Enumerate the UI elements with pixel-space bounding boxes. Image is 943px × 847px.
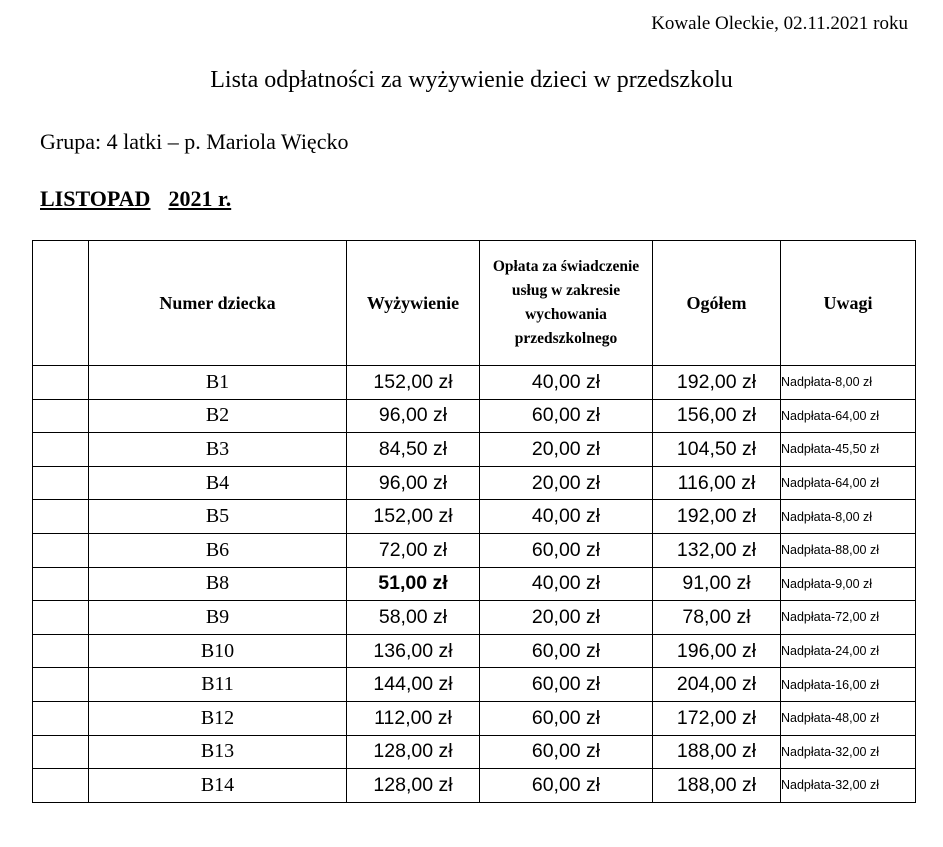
note-cell: Nadpłata-48,00 zł — [781, 701, 916, 735]
row-blank-cell — [33, 668, 89, 702]
total-cell: 78,00 zł — [653, 601, 781, 635]
month-name: LISTOPAD — [40, 186, 151, 211]
service-fee-cell: 60,00 zł — [480, 533, 653, 567]
service-fee-cell: 20,00 zł — [480, 601, 653, 635]
service-fee-cell: 60,00 zł — [480, 399, 653, 433]
table-row — [33, 601, 916, 635]
child-number-cell: B9 — [89, 601, 347, 635]
child-number-cell: B12 — [89, 701, 347, 735]
food-cost-cell: 72,00 zł — [347, 533, 480, 567]
row-blank-cell — [33, 533, 89, 567]
food-cost-cell: 136,00 zł — [347, 634, 480, 668]
service-fee-cell: 40,00 zł — [480, 366, 653, 400]
row-blank-cell — [33, 366, 89, 400]
service-fee-cell: 40,00 zł — [480, 500, 653, 534]
table-row — [33, 500, 916, 534]
food-cost-cell: 96,00 zł — [347, 466, 480, 500]
table-row — [33, 567, 916, 601]
food-cost-cell: 96,00 zł — [347, 399, 480, 433]
note-cell: Nadpłata-32,00 zł — [781, 735, 916, 769]
child-number-cell: B6 — [89, 533, 347, 567]
table-row — [33, 366, 916, 400]
table-row — [33, 769, 916, 803]
service-fee-cell: 20,00 zł — [480, 433, 653, 467]
row-blank-cell — [33, 466, 89, 500]
document-title: Lista odpłatności za wyżywienie dzieci w przedszkolu — [210, 67, 733, 93]
row-blank-cell — [33, 735, 89, 769]
food-cost-cell: 84,50 zł — [347, 433, 480, 467]
note-cell: Nadpłata-8,00 zł — [781, 500, 916, 534]
service-fee-cell: 60,00 zł — [480, 769, 653, 803]
table-row — [33, 634, 916, 668]
total-cell: 132,00 zł — [653, 533, 781, 567]
note-cell: Nadpłata-24,00 zł — [781, 634, 916, 668]
food-cost-cell: 128,00 zł — [347, 735, 480, 769]
total-cell: 188,00 zł — [653, 769, 781, 803]
child-number-cell: B1 — [89, 366, 347, 400]
table-row — [33, 701, 916, 735]
service-fee-cell: 20,00 zł — [480, 466, 653, 500]
total-cell: 204,00 zł — [653, 668, 781, 702]
child-number-cell: B5 — [89, 500, 347, 534]
food-cost-cell: 128,00 zł — [347, 769, 480, 803]
note-cell: Nadpłata-72,00 zł — [781, 601, 916, 635]
col-header-food: Wyżywienie — [347, 241, 480, 366]
total-cell: 172,00 zł — [653, 701, 781, 735]
col-header-blank — [33, 241, 89, 366]
food-cost-cell: 144,00 zł — [347, 668, 480, 702]
note-cell: Nadpłata-45,50 zł — [781, 433, 916, 467]
service-fee-cell: 60,00 zł — [480, 668, 653, 702]
total-cell: 91,00 zł — [653, 567, 781, 601]
row-blank-cell — [33, 634, 89, 668]
table-row — [33, 735, 916, 769]
note-cell: Nadpłata-16,00 zł — [781, 668, 916, 702]
child-number-cell: B11 — [89, 668, 347, 702]
total-cell: 196,00 zł — [653, 634, 781, 668]
food-cost-cell: 58,00 zł — [347, 601, 480, 635]
table-row — [33, 533, 916, 567]
fees-table — [32, 240, 916, 803]
food-cost-cell: 152,00 zł — [347, 366, 480, 400]
table-row — [33, 399, 916, 433]
child-number-cell: B3 — [89, 433, 347, 467]
month-heading — [40, 186, 231, 212]
place-date: Kowale Oleckie, 02.11.2021 roku — [651, 13, 908, 34]
note-cell: Nadpłata-88,00 zł — [781, 533, 916, 567]
table-row — [33, 668, 916, 702]
service-fee-cell: 60,00 zł — [480, 735, 653, 769]
row-blank-cell — [33, 601, 89, 635]
total-cell: 192,00 zł — [653, 366, 781, 400]
row-blank-cell — [33, 769, 89, 803]
child-number-cell: B13 — [89, 735, 347, 769]
table-row — [33, 433, 916, 467]
col-header-child: Numer dziecka — [89, 241, 347, 366]
row-blank-cell — [33, 500, 89, 534]
total-cell: 192,00 zł — [653, 500, 781, 534]
child-number-cell: B2 — [89, 399, 347, 433]
note-cell: Nadpłata-32,00 zł — [781, 769, 916, 803]
note-cell: Nadpłata-64,00 zł — [781, 399, 916, 433]
note-cell: Nadpłata-64,00 zł — [781, 466, 916, 500]
child-number-cell: B4 — [89, 466, 347, 500]
food-cost-cell: 51,00 zł — [347, 567, 480, 601]
col-header-fee: Opłata za świadczenie usług w zakresie wychowania przedszkolnego — [480, 241, 653, 366]
month-year: 2021 r. — [168, 186, 232, 211]
row-blank-cell — [33, 567, 89, 601]
col-header-total: Ogółem — [653, 241, 781, 366]
table-body — [33, 366, 916, 803]
col-header-notes: Uwagi — [781, 241, 916, 366]
total-cell: 116,00 zł — [653, 466, 781, 500]
service-fee-cell: 40,00 zł — [480, 567, 653, 601]
service-fee-cell: 60,00 zł — [480, 634, 653, 668]
note-cell: Nadpłata-9,00 zł — [781, 567, 916, 601]
service-fee-cell: 60,00 zł — [480, 701, 653, 735]
row-blank-cell — [33, 433, 89, 467]
total-cell: 156,00 zł — [653, 399, 781, 433]
row-blank-cell — [33, 399, 89, 433]
child-number-cell: B10 — [89, 634, 347, 668]
group-info: Grupa: 4 latki – p. Mariola Więcko — [40, 129, 349, 154]
food-cost-cell: 152,00 zł — [347, 500, 480, 534]
row-blank-cell — [33, 701, 89, 735]
table-header-row — [33, 241, 916, 366]
child-number-cell: B14 — [89, 769, 347, 803]
food-cost-cell: 112,00 zł — [347, 701, 480, 735]
total-cell: 188,00 zł — [653, 735, 781, 769]
table-row — [33, 466, 916, 500]
total-cell: 104,50 zł — [653, 433, 781, 467]
note-cell: Nadpłata-8,00 zł — [781, 366, 916, 400]
child-number-cell: B8 — [89, 567, 347, 601]
